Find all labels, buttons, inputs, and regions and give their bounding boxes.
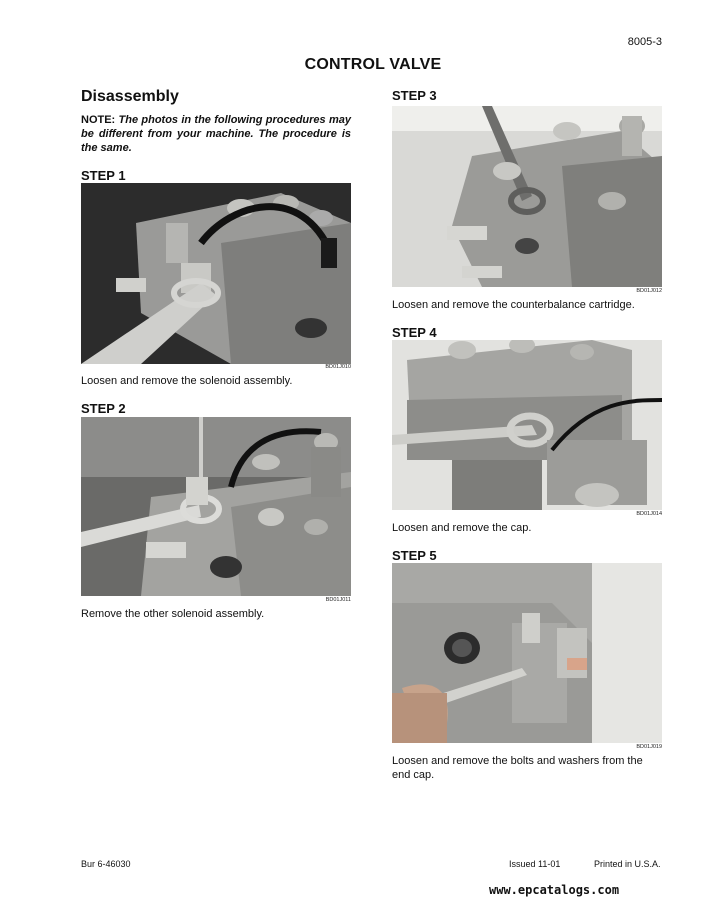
step-1-photo-code: BD01J010: [325, 364, 351, 370]
step-5-photo-code: BD01J019: [636, 744, 662, 750]
step-2-photo-code: BD01J011: [325, 597, 351, 603]
step-5-photo: [392, 563, 662, 743]
note-text: The photos in the following procedures may be different from your machine. The procedure is the same.: [81, 114, 351, 154]
footer-issued: Issued 11-01: [509, 859, 561, 869]
section-heading: Disassembly: [81, 88, 179, 105]
step-3-photo: [392, 106, 662, 287]
step-2-photo: [81, 417, 351, 596]
step-4-photo: [392, 340, 662, 510]
step-2-title: STEP 2: [81, 401, 126, 416]
step-3-title: STEP 3: [392, 88, 437, 103]
footer-printed: Printed in U.S.A.: [594, 859, 661, 869]
step-5-title: STEP 5: [392, 548, 437, 563]
step-4-title: STEP 4: [392, 325, 437, 340]
step-5-caption: Loosen and remove the bolts and washers from the end cap.: [392, 755, 643, 781]
step-3-photo-code: BD01J012: [636, 288, 662, 294]
step-1-caption: Loosen and remove the solenoid assembly.: [81, 375, 293, 387]
step-4-photo-code: BD01J014: [636, 511, 662, 517]
step-3-caption: Loosen and remove the counterbalance cartridge.: [392, 299, 635, 311]
step-1-photo: [81, 183, 351, 364]
step-1-title: STEP 1: [81, 168, 126, 183]
step-4-caption: Loosen and remove the cap.: [392, 522, 532, 534]
website-link[interactable]: www.epcatalogs.com: [489, 883, 620, 897]
note-label: NOTE:: [81, 114, 116, 126]
footer-doc-number: Bur 6-46030: [81, 859, 131, 869]
note: [81, 113, 351, 155]
step-2-caption: Remove the other solenoid assembly.: [81, 608, 265, 620]
page-number: 8005-3: [627, 36, 662, 48]
page-title: CONTROL VALVE: [304, 56, 442, 73]
